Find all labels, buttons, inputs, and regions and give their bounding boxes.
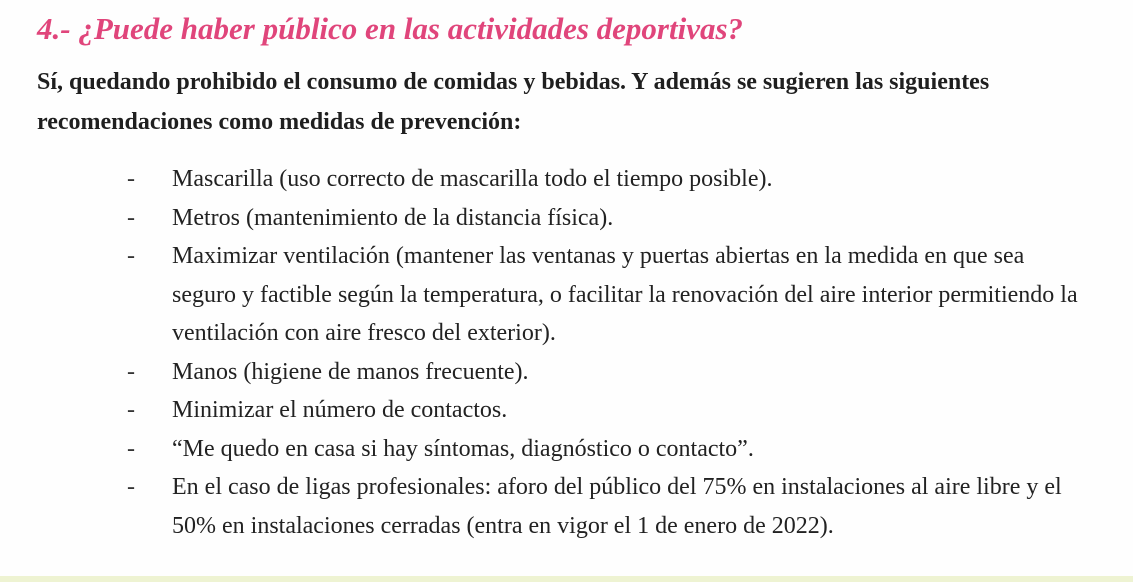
- list-item-text: En el caso de ligas profesionales: aforo del público del 75% en instalaciones al aire libre y el 50% en instalaciones cerradas (entra en vigor el 1 de enero de 2022).: [172, 474, 1062, 539]
- bullet-dash: -: [127, 166, 135, 192]
- bullet-dash: -: [127, 204, 135, 231]
- list-item-ligas: [0, 468, 1133, 545]
- list-item-mascarilla: [0, 160, 1133, 199]
- bullet-dash: -: [127, 243, 135, 269]
- page-bottom-edge: [0, 576, 1133, 582]
- bullet-dash: -: [127, 397, 135, 423]
- list-item-metros: [0, 199, 1133, 238]
- list-item-casa: [0, 430, 1133, 469]
- list-item-text: Metros (mantenimiento de la distancia física).: [172, 204, 614, 231]
- bullet-dash: -: [127, 474, 135, 500]
- list-item-text: Mascarilla (uso correcto de mascarilla todo el tiempo posible).: [172, 166, 773, 192]
- list-item-manos: [0, 353, 1133, 392]
- list-item-contactos: [0, 391, 1133, 430]
- list-item-text: Minimizar el número de contactos.: [172, 397, 508, 423]
- section-heading: 4.- ¿Puede haber público en las actividades deportivas?: [37, 11, 744, 46]
- bullet-dash: -: [127, 435, 135, 462]
- list-item-text: Maximizar ventilación (mantener las ventanas y puertas abiertas en la medida en que sea seguro y factible según la temperatura, o facilitar la renovación del aire interior permitiendo la ventilación con aire fresco del exterior).: [172, 243, 1078, 346]
- recommendations-list: [0, 160, 1133, 545]
- bullet-dash: -: [127, 358, 135, 385]
- list-item-text: Manos (higiene de manos frecuente).: [172, 358, 529, 385]
- list-item-ventilacion: [0, 237, 1133, 353]
- intro-paragraph: Sí, quedando prohibido el consumo de comidas y bebidas. Y además se sugieren las siguientes recomendaciones como medidas de prevención:: [37, 69, 990, 135]
- list-item-text: “Me quedo en casa si hay síntomas, diagnóstico o contacto”.: [172, 435, 754, 462]
